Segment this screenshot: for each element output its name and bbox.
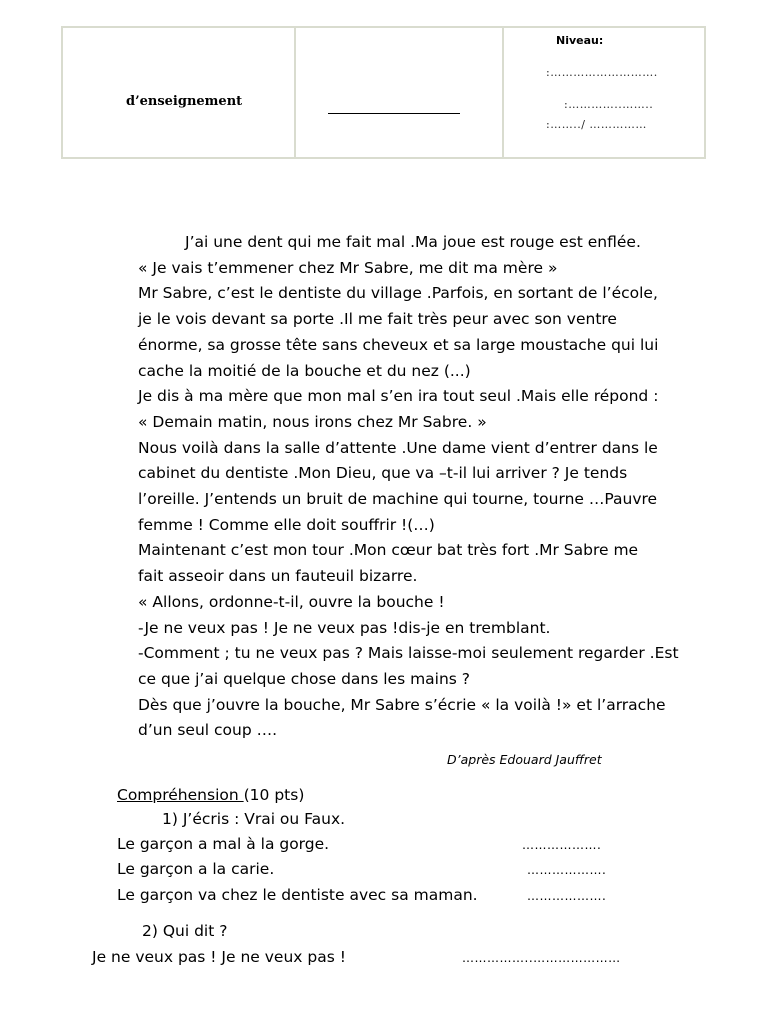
answer-blank-2[interactable]: ………………. — [527, 863, 607, 877]
text-line: je le vois devant sa porte .Il me fait très peur avec son ventre — [138, 310, 617, 329]
statement-2: Le garçon a la carie. — [117, 860, 275, 878]
text-source: D’après Edouard Jauffret — [447, 752, 602, 767]
header-table — [61, 26, 706, 159]
niveau-dots-3: :……../ …………… — [546, 118, 647, 131]
text-line: d’un seul coup …. — [138, 721, 278, 740]
text-line: cache la moitié de la bouche et du nez (...) — [138, 361, 471, 380]
niveau-dots-2: :…………..…….. — [564, 98, 654, 111]
statement-1: Le garçon a mal à la gorge. — [117, 835, 330, 853]
text-line: Mr Sabre, c’est le dentiste du village .Parfois, en sortant de l’école, — [138, 284, 658, 303]
question-2: 2) Qui dit ? — [142, 922, 228, 940]
text-line: Maintenant c’est mon tour .Mon cœur bat très fort .Mr Sabre me — [138, 541, 639, 560]
answer-blank-1[interactable]: ………………. — [522, 838, 602, 852]
quote-line: Je ne veux pas ! Je ne veux pas ! — [92, 948, 346, 966]
text-line: fait asseoir dans un fauteuil bizarre. — [138, 567, 418, 586]
comprehension-points: (10 pts) — [243, 786, 305, 804]
comprehension-title: Compréhension — [117, 786, 244, 804]
niveau-label: Niveau: — [556, 34, 604, 47]
text-line: énorme, sa grosse tête sans cheveux et sa large moustache qui lui — [138, 335, 659, 354]
school-label: d’enseignement — [126, 94, 243, 109]
quote-answer-blank[interactable]: ……………..………………… — [462, 951, 621, 965]
text-line: « Je vais t’emmener chez Mr Sabre, me dit ma mère » — [138, 258, 558, 277]
name-line — [328, 113, 460, 114]
text-line: Je dis à ma mère que mon mal s’en ira tout seul .Mais elle répond : — [138, 387, 659, 406]
text-line: -Je ne veux pas ! Je ne veux pas !dis-je en tremblant. — [138, 618, 551, 637]
text-line: l’oreille. J’entends un bruit de machine qui tourne, tourne …Pauvre — [138, 490, 658, 509]
niveau-dots-1: :………………………. — [546, 66, 658, 79]
text-line: femme ! Comme elle doit souffrir !(…) — [138, 515, 435, 534]
text-line: « Allons, ordonne-t-il, ouvre la bouche ! — [138, 592, 445, 611]
text-line: « Demain matin, nous irons chez Mr Sabre. » — [138, 412, 487, 431]
answer-blank-3[interactable]: ………………. — [527, 889, 607, 903]
text-line: Dès que j’ouvre la bouche, Mr Sabre s’écrie « la voilà !» et l’arrache — [138, 695, 666, 714]
reading-text — [138, 230, 728, 744]
header-cell-niveau — [504, 28, 704, 157]
comprehension-heading — [117, 786, 304, 804]
text-line: -Comment ; tu ne veux pas ? Mais laisse-moi seulement regarder .Est — [138, 644, 679, 663]
text-line: J’ai une dent qui me fait mal .Ma joue est rouge est enflée. — [185, 233, 641, 251]
question-1: 1) J’écris : Vrai ou Faux. — [162, 810, 346, 828]
header-cell-name — [296, 28, 504, 157]
header-cell-school — [63, 28, 296, 157]
text-line: ce que j’ai quelque chose dans les mains ? — [138, 669, 471, 688]
text-line: cabinet du dentiste .Mon Dieu, que va –t-il lui arriver ? Je tends — [138, 464, 628, 483]
statement-3: Le garçon va chez le dentiste avec sa maman. — [117, 886, 478, 904]
text-line: Nous voilà dans la salle d’attente .Une dame vient d’entrer dans le — [138, 438, 658, 457]
